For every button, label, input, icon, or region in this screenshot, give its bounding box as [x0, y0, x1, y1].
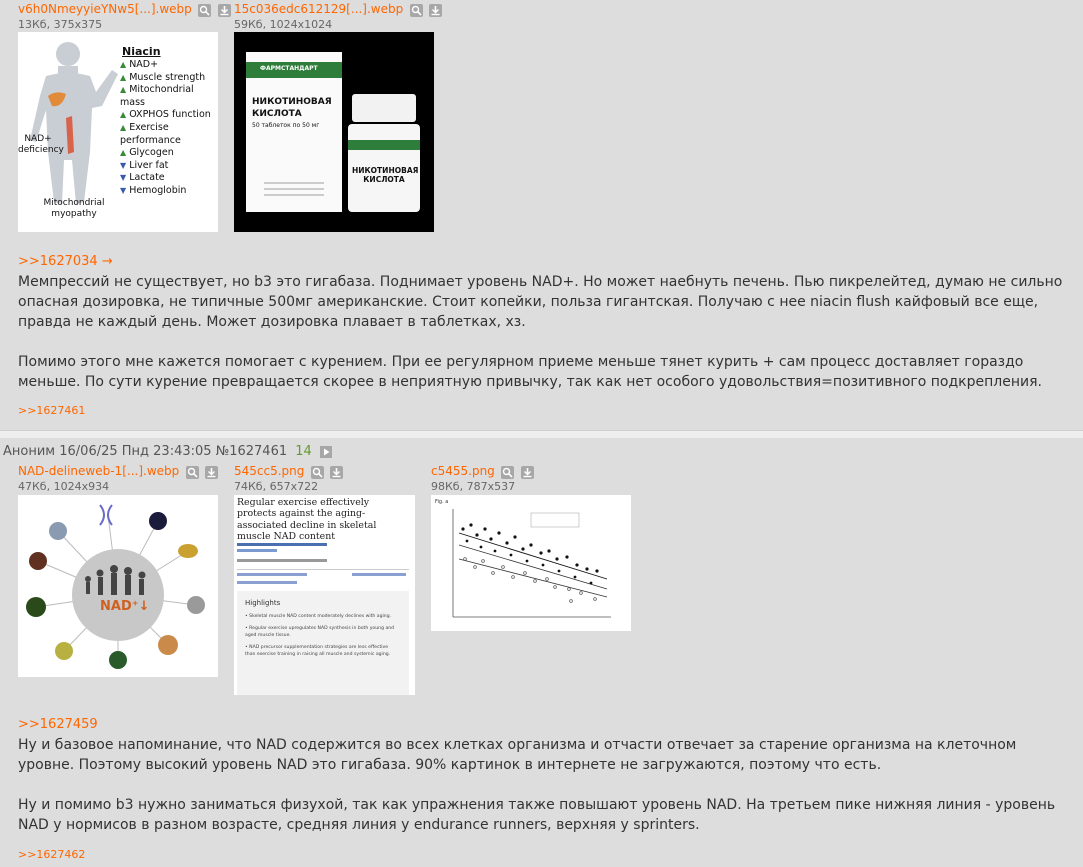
file-entry [18, 464, 218, 493]
post-datetime: 16/06/25 Пнд 23:43:05 [59, 444, 212, 459]
download-icon[interactable] [521, 466, 534, 479]
nad-diagram-thumbnail[interactable] [18, 495, 218, 677]
file-entry [234, 2, 442, 31]
download-icon[interactable] [205, 466, 218, 479]
arrow-up-icon: ▲ [120, 122, 127, 132]
highlight-item: • Skeletal muscle NAD content moderately declines with aging. [245, 614, 392, 619]
medicine-box [246, 52, 342, 212]
quote-link[interactable]: >>1627034 → [18, 254, 113, 269]
file-info: 98Кб, 787x537 [431, 479, 516, 493]
arrow-up-icon: ▲ [120, 148, 127, 158]
bottle-product-name: НИКОТИНОВАЯ КИСЛОТА [352, 166, 419, 184]
file-info: 47Кб, 1024x934 [18, 479, 110, 493]
file-info: 74Кб, 657x722 [234, 479, 319, 493]
affiliation-line [237, 549, 277, 552]
actions-line [237, 559, 327, 562]
niacin-title: Niacin [122, 45, 161, 58]
rights-line [352, 573, 406, 576]
file-name-link[interactable]: NAD-delineweb-1[...].webp [18, 464, 180, 478]
search-icon[interactable] [311, 466, 324, 479]
search-icon[interactable] [198, 4, 211, 17]
post-number[interactable]: №1627461 [215, 444, 288, 459]
article-title: Regular exercise effectively protects against the aging-associated decline in skeletal muscle NAD content [237, 497, 377, 543]
bottle-stripe [348, 140, 420, 150]
medicine-bottle [348, 94, 420, 212]
post-paragraph: Ну и базовое напоминание, что NAD содержится во всех клетках организма и отчасти отвечает за старение организма на клеточном уровне. Поэтому высокий уровень NAD это гигабаза. 90% картинок в интернете не загружаются, поэтому что есть. [18, 737, 1017, 773]
effect-item: ▼ Liver fat [120, 159, 169, 171]
effect-item: ▼ Hemoglobin [120, 184, 187, 196]
reply-link[interactable]: >>1627462 [18, 848, 86, 861]
highlight-item: • Regular exercise upregulates NAD synthesis in both young and aged muscle tissue. [245, 626, 395, 638]
license-line [237, 581, 297, 584]
myopathy-label: Mitochondrial myopathy [43, 198, 105, 219]
quote-link[interactable]: >>1627459 [18, 717, 98, 732]
effect-item: ▲ OXPHOS function [120, 109, 211, 121]
search-icon[interactable] [410, 4, 423, 17]
file-entry [431, 464, 534, 493]
reply-link[interactable]: >>1627461 [18, 404, 86, 417]
post-paragraph: Ну и помимо b3 нужно заниматься физухой, так как упражнения также повышают уровень NAD. На третьем пике нижняя линия - уровень NAD у нормисов в разном возрасте, средняя линия у endurance runners, верхняя у sprinters. [18, 797, 1056, 833]
effect-item: ▲ NAD+ [120, 59, 159, 70]
effect-item: ▲ Muscle strength [120, 71, 206, 83]
post-1627461 [0, 438, 1083, 867]
arrow-down-icon: ▼ [120, 173, 127, 183]
arrow-down-icon: ▼ [120, 185, 127, 195]
doi-line [237, 573, 307, 576]
scatter-label: Fig. a [435, 499, 449, 505]
arrow-up-icon: ▲ [120, 85, 127, 95]
effect-item: ▲ Glycogen [120, 147, 174, 159]
brand-label: ФАРМСТАНДАРТ [260, 65, 318, 72]
niacin-infographic-thumbnail[interactable] [18, 32, 218, 232]
file-info: 13Кб, 375x375 [18, 17, 103, 31]
bottle-body [348, 124, 420, 212]
highlights-box [237, 591, 409, 695]
download-icon[interactable] [429, 4, 442, 17]
post-paragraph: Мемпрессий не существует, но b3 это гигабаза. Поднимает уровень NAD+. Но может наебнуть печень. Пью пикрелейтед, думаю не сильно опасная дозировка, не типичные 500мг американские. Стоит копейки, польза гигантская. Получаю с нее niacin flush кайфовый все еще, правда не каждый день. Может дозировка плавает в таблетках, хз. [18, 274, 1063, 330]
download-icon[interactable] [330, 466, 343, 479]
nad-center-label: NAD⁺↓ [100, 599, 150, 614]
scatter-plot-thumbnail[interactable] [431, 495, 631, 631]
highlights-list [245, 613, 395, 658]
file-name-link[interactable]: 15c036edc612129[...].webp [234, 2, 404, 16]
arrow-up-icon: ▲ [120, 60, 127, 69]
post-paragraph: Помимо этого мне кажется помогает с курением. При ее регулярном приеме меньше тянет курить + сам процесс доставляет гораздо меньше. По сути курение превращается скорее в неприятную привычку, так как нет особого удовольствия=позитивного подкрепления. [18, 354, 1042, 390]
divider [237, 569, 409, 570]
dose-label: 50 таблеток по 50 мг [252, 122, 320, 129]
article-thumbnail[interactable] [234, 495, 415, 695]
file-entry [18, 2, 231, 31]
divider [264, 182, 324, 184]
highlight-item: • NAD precursor supplementation strategies are less effective than exercise training in raising all muscle and systemic aging. [245, 645, 391, 657]
highlights-title: Highlights [245, 599, 281, 607]
scatter-graphic [431, 495, 631, 631]
play-icon[interactable] [320, 446, 332, 458]
file-name-link[interactable]: c5455.png [431, 464, 495, 478]
file-name-link[interactable]: v6h0NmeyyieYNw5[...].webp [18, 2, 192, 16]
search-icon[interactable] [501, 466, 514, 479]
file-info: 59Кб, 1024x1024 [234, 17, 333, 31]
product-name: НИКОТИНОВАЯ КИСЛОТА [252, 97, 332, 119]
author-line [237, 543, 327, 546]
post-body [18, 272, 1068, 392]
bottle-cap [352, 94, 416, 122]
download-icon[interactable] [218, 4, 231, 17]
nicotinic-acid-box-thumbnail[interactable] [234, 32, 434, 232]
arrow-up-icon: ▲ [120, 110, 127, 120]
post-header [3, 444, 332, 459]
file-name-link[interactable]: 545cc5.png [234, 464, 305, 478]
nad-deficiency-label: NAD+ deficiency [18, 134, 64, 155]
post-count: 14 [295, 444, 312, 459]
post-1627034-reply [0, 0, 1083, 430]
search-icon[interactable] [186, 466, 199, 479]
effect-item: ▼ Lactate [120, 172, 165, 184]
nad-diagram-graphic [18, 495, 218, 677]
arrow-up-icon: ▲ [120, 72, 127, 82]
niacin-effects-list [120, 59, 218, 198]
divider [264, 194, 324, 196]
file-entry [234, 464, 343, 493]
post-author: Аноним [3, 444, 56, 459]
post-body [18, 735, 1068, 835]
effect-item: ▲ Exercise performance [120, 121, 181, 146]
divider [264, 188, 324, 190]
arrow-down-icon: ▼ [120, 160, 127, 170]
effect-item: ▲ Mitochondrial mass [120, 84, 194, 108]
